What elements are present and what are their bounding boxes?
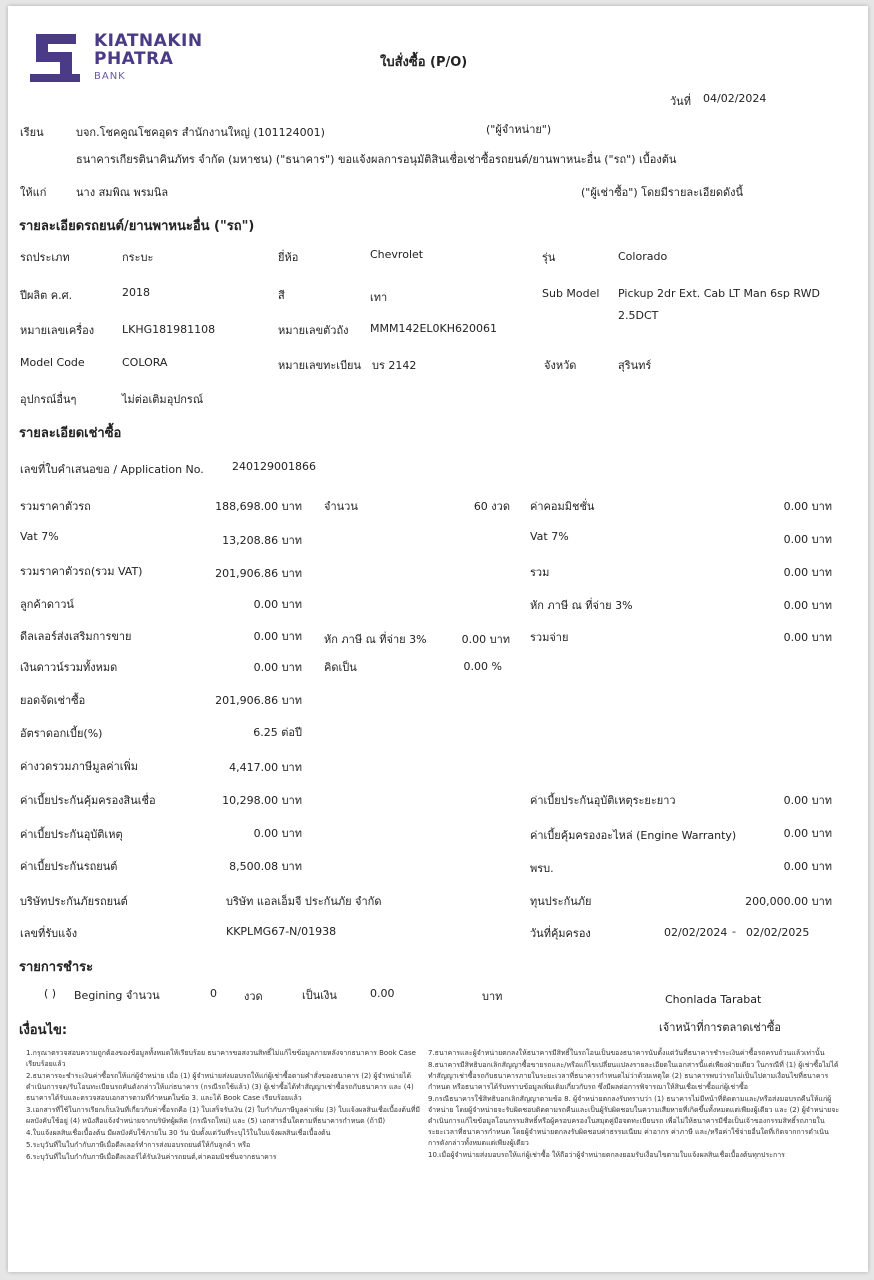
pa-long-value: 0.00 บาท — [783, 794, 832, 807]
give-label: ให้แก่ — [20, 186, 47, 199]
car-insurance-value: 8,500.08 บาท — [229, 860, 302, 873]
term-label: จำนวน — [324, 500, 358, 513]
commission-value: 0.00 บาท — [783, 500, 832, 513]
coverage-dash: - — [732, 925, 736, 938]
intro-text: ธนาคารเกียรตินาคินภัทร จำกัด (มหาชน) ("ธนาคาร") ขอแจ้งผลการอนุมัติสินเชื่อเช่าซื้อรถยนต์/ยานพาหนะอื่น ("รถ") เบื้องต้น — [76, 153, 677, 166]
insurer-value: บริษัท แอลเอ็มจี ประกันภัย จำกัด — [226, 895, 382, 908]
condition-item: 7.ธนาคารและผู้จำหน่ายตกลงให้ธนาคารมีสิทธิ์ในรถโอนเป็นของธนาคารนับตั้งแต่วันที่ธนาคารชำระเงินค่าซื้อรถครบถ้วนแล้วเท่านั้น — [428, 1049, 825, 1057]
commission-vat-value: 0.00 บาท — [783, 533, 832, 546]
lease-section-title: รายละเอียดเช่าซื้อ — [19, 426, 122, 441]
vehicle-type-label: รถประเภท — [20, 251, 70, 264]
condition-item: 4.ใบแจ้งผลสินเชื่อเบื้องต้น มีผลบังคับใช้ภายใน 30 วัน นับตั้งแต่วันที่ระบุไว้ในใบแจ้งผลสินเชื่อเบื้องต้น — [26, 1129, 331, 1137]
installment-unit: งวด — [244, 990, 263, 1003]
to-value: บจก.โชคคูณโชคอุดร สำนักงานใหญ่ (101124001) — [76, 126, 325, 139]
cmi-value: 0.00 บาท — [783, 860, 832, 873]
customer-down-value: 0.00 บาท — [253, 598, 302, 611]
commission-sum-label: รวม — [530, 566, 550, 579]
condition-item: 3.เอกสารที่ใช้ในการเรียกเก็บเงินที่เกี่ยวกับค่าซื้อรถคือ (1) ใบเสร็จรับเงิน (2) ใบกำกับภาษีมูลค่าเพิ่ม (3) ใบแจ้งผลสินเชื่อเบื้องต้นที่มีผลบังคับใช้อยู่ (4) หนังสือแจ้งจำหน่ายจากบริษัทผู้ผลิต (กรณีรถใหม่) และ (5) เอกสารอื่นใดตามที่ธนาคารกำหนด (ถ้ามี) — [26, 1106, 420, 1125]
date-label: วันที่ — [670, 95, 691, 108]
model-value: Colorado — [618, 250, 668, 263]
price-label: รวมราคาตัวรถ — [20, 500, 91, 513]
total-pay-label: รวมจ่าย — [530, 631, 569, 644]
condition-item: 2.ธนาคารจะชำระเงินค่าซื้อรถให้แก่ผู้จำหน่าย เมื่อ (1) ผู้จำหน่ายส่งมอบรถให้แก่ผู้เช่าซื้อตามคำสั่งของธนาคาร (2) ผู้จำหน่ายได้ดำเนินการจด/รับโอนทะเบียนรถคันดังกล่าวให้แก่ธนาคาร (กรณีรถใช้แล้ว) (3) ผู้เช่าซื้อได้ทำสัญญาเช่าซื้อรถกับธนาคาร และ (4) ธนาคารได้รับและตรวจสอบเอกสารตามที่กำหนดในข้อ 3. และได้ Book Case เรียบร้อยแล้ว — [26, 1072, 414, 1102]
condition-item: 1.กรุณาตรวจสอบความถูกต้องของข้อมูลทั้งหมดให้เรียบร้อย ธนาคารขอสงวนสิทธิ์ไม่แก้ไขข้อมูลภายหลังจากธนาคาร Book Case เรียบร้อยแล้ว — [26, 1049, 416, 1068]
engine-warranty-value: 0.00 บาท — [783, 827, 832, 840]
plate-label: หมายเลขทะเบียน — [278, 359, 362, 372]
to-role: ("ผู้จำหน่าย") — [486, 123, 552, 136]
customer-down-label: ลูกค้าดาวน์ — [20, 598, 74, 611]
logo-line-2: PHATRA — [94, 49, 174, 69]
conditions-title: เงื่อนไข: — [19, 1023, 68, 1038]
installment-value: 4,417.00 บาท — [229, 761, 302, 774]
model-code-value: COLORA — [122, 356, 168, 369]
commission-vat-label: Vat 7% — [530, 530, 569, 543]
date-value: 04/02/2024 — [703, 92, 767, 105]
engine-no-value: LKHG181981108 — [122, 323, 216, 336]
credit-insurance-label: ค่าเบี้ยประกันคุ้มครองสินเชื่อ — [20, 794, 156, 807]
commission-wht-label: หัก ภาษี ณ ที่จ่าย 3% — [530, 599, 633, 612]
plate-value: บร 2142 — [372, 359, 417, 372]
notify-no-label: เลขที่รับแจ้ง — [20, 927, 78, 940]
amount-label: เป็นเงิน — [302, 989, 337, 1002]
total-down-value: 0.00 บาท — [253, 661, 302, 674]
currency-label: บาท — [482, 990, 503, 1003]
province-label: จังหวัด — [544, 359, 577, 372]
commission-label: ค่าคอมมิชชั่น — [530, 500, 595, 513]
finance-amount-label: ยอดจัดเช่าซื้อ — [20, 694, 86, 707]
price-vat-value: 201,906.86 บาท — [215, 567, 302, 580]
officer-name: Chonlada Tarabat — [665, 993, 762, 1006]
application-label: เลขที่ใบคำเสนอขอ / Application No. — [20, 463, 204, 476]
po-document — [8, 6, 868, 1272]
coverage-label: วันที่คุ้มครอง — [530, 927, 591, 940]
finance-amount-value: 201,906.86 บาท — [215, 694, 302, 707]
document-title: ใบสั่งซื้อ (P/O) — [380, 55, 468, 70]
commission-sum-value: 0.00 บาท — [783, 566, 832, 579]
application-value: 240129001866 — [232, 460, 316, 473]
chassis-no-value: MMM142EL0KH620061 — [370, 322, 498, 335]
year-label: ปีผลิต ค.ศ. — [20, 289, 73, 302]
dealer-wht-label: หัก ภาษี ณ ที่จ่าย 3% — [324, 633, 427, 646]
color-value: เทา — [370, 291, 388, 304]
bank-logo-text — [94, 32, 203, 86]
logo-line-3: BANK — [94, 71, 126, 82]
submodel-value-2: 2.5DCT — [618, 309, 659, 322]
term-value: 60 งวด — [473, 500, 510, 513]
kiatnakin-logo-icon — [26, 30, 84, 86]
dealer-promo-label: ดีลเลอร์ส่งเสริมการขาย — [20, 630, 132, 643]
pa-label: ค่าเบี้ยประกันอุบัติเหตุ — [20, 828, 123, 841]
model-code-label: Model Code — [20, 356, 85, 369]
condition-item: 6.ระบุวันที่ในใบกำกับภาษีเมื่อดีลเลอร์ได้รับเงินค่ารถยนต์,ค่าคอมมิชชั่นจากธนาคาร — [26, 1153, 277, 1161]
color-label: สี — [278, 289, 285, 302]
vehicle-type-value: กระบะ — [122, 251, 154, 264]
price-vat-label: รวมราคาตัวรถ(รวม VAT) — [20, 565, 143, 578]
vat-label: Vat 7% — [20, 530, 59, 543]
vat-value: 13,208.86 บาท — [222, 534, 302, 547]
condition-item: 5.ระบุวันที่ในใบกำกับภาษีเมื่อดีลเลอร์ทำการส่งมอบรถยนต์ให้กับลูกค้า หรือ — [26, 1141, 251, 1149]
installment-label: ค่างวดรวมภาษีมูลค่าเพิ่ม — [20, 760, 139, 773]
total-down-label: เงินดาวน์รวมทั้งหมด — [20, 661, 118, 674]
submodel-label: Sub Model — [542, 287, 600, 300]
coverage-to: 02/02/2025 — [746, 926, 810, 939]
conditions-right — [428, 1048, 840, 1162]
engine-warranty-label: ค่าเบี้ยคุ้มครองอะไหล่ (Engine Warranty) — [530, 829, 737, 842]
price-value: 188,698.00 บาท — [215, 500, 302, 513]
commission-wht-value: 0.00 บาท — [783, 599, 832, 612]
condition-item: 8.ธนาคารมีสิทธิบอกเลิกสัญญาซื้อขายรถและ/หรือแก้ไขเปลี่ยนแปลงรายละเอียดในเอกสารนี้แต่เพียงฝ่ายเดียว ในกรณีที่ (1) ผู้เช่าซื้อไม่ได้ทำสัญญาเช่าซื้อรถกับธนาคารภายในระยะเวลาที่ธนาคารกำหนดไม่ว่าด้วยเหตุใด (2) ธนาคารพบว่ารถไม่เป็นไปตามเงื่อนไขที่ธนาคารกำหนด หรือธนาคารได้รับทราบข้อมูลเพิ่มเติมเกี่ยวกับรถ ซึ่งมีผลต่อการพิจารณาให้สินเชื่อเช่าซื้อแก่ผู้เช่าซื้อ — [428, 1061, 839, 1091]
brand-label: ยี่ห้อ — [278, 251, 299, 264]
payment-paren: ( ) — [44, 987, 57, 1000]
year-value: 2018 — [122, 286, 150, 299]
percent-label: คิดเป็น — [324, 661, 357, 674]
insurer-label: บริษัทประกันภัยรถยนต์ — [20, 895, 128, 908]
interest-rate-value: 6.25 ต่อปี — [253, 726, 302, 739]
sum-insured-label: ทุนประกันภัย — [530, 895, 592, 908]
dealer-promo-value: 0.00 บาท — [253, 630, 302, 643]
to-label: เรียน — [20, 126, 44, 139]
begin-count: 0 — [210, 987, 217, 1000]
model-label: รุ่น — [542, 251, 556, 264]
logo-line-1: KIATNAKIN — [94, 31, 203, 51]
conditions-left — [26, 1048, 426, 1164]
condition-item: 10.เมื่อผู้จำหน่ายส่งมอบรถให้แก่ผู้เช่าซื้อ ให้ถือว่าผู้จำหน่ายตกลงยอมรับเงื่อนไขตามใบแจ้งผลสินเชื่อเบื้องต้นทุกประการ — [428, 1151, 785, 1159]
officer-title: เจ้าหน้าที่การตลาดเช่าซื้อ — [659, 1021, 782, 1034]
pa-long-label: ค่าเบี้ยประกันอุบัติเหตุระยะยาว — [530, 794, 676, 807]
payment-section-title: รายการชำระ — [19, 960, 94, 975]
give-role: ("ผู้เช่าซื้อ") โดยมีรายละเอียดดังนี้ — [581, 186, 744, 199]
amount-value: 0.00 — [370, 987, 395, 1000]
chassis-no-label: หมายเลขตัวถัง — [278, 324, 349, 337]
credit-insurance-value: 10,298.00 บาท — [222, 794, 302, 807]
notify-no-value: KKPLMG67-N/01938 — [226, 925, 337, 938]
engine-no-label: หมายเลขเครื่อง — [20, 324, 95, 337]
pa-value: 0.00 บาท — [253, 827, 302, 840]
province-value: สุรินทร์ — [618, 359, 652, 372]
percent-value: 0.00 % — [463, 660, 502, 673]
submodel-value-1: Pickup 2dr Ext. Cab LT Man 6sp RWD — [618, 287, 820, 300]
sum-insured-value: 200,000.00 บาท — [745, 895, 832, 908]
accessory-value: ไม่ต่อเติมอุปกรณ์ — [122, 393, 204, 406]
car-insurance-label: ค่าเบี้ยประกันรถยนต์ — [20, 860, 118, 873]
total-pay-value: 0.00 บาท — [783, 631, 832, 644]
cmi-label: พรบ. — [530, 862, 554, 875]
give-value: นาง สมพิณ พรมนิล — [76, 186, 169, 199]
dealer-wht-value: 0.00 บาท — [461, 633, 510, 646]
brand-value: Chevrolet — [370, 248, 424, 261]
accessory-label: อุปกรณ์อื่นๆ — [20, 393, 77, 406]
interest-rate-label: อัตราดอกเบี้ย(%) — [20, 727, 103, 740]
begin-label: Begining จำนวน — [74, 989, 160, 1002]
condition-item: 9.กรณีธนาคารใช้สิทธิบอกเลิกสัญญาตามข้อ 8. ผู้จำหน่ายตกลงรับทราบว่า (1) ธนาคารไม่มีหน้าที่ติดตามและ/หรือส่งมอบรถคืนให้แก่ผู้จำหน่าย โดยผู้จำหน่ายจะรับผิดชอบติดตามรถคืนและเป็นผู้รับผิดชอบในความเสียหายที่เกิดขึ้นทั้งหมดแต่เพียงผู้เดียว และ (2) ผู้จำหน่ายจะดำเนินการแก้ไขข้อมูลโอนกรรมสิทธิ์หรือผู้ครอบครองในสมุดคู่มือจดทะเบียนรถ เพื่อไม่ให้ธนาคารมีชื่อเป็นเจ้าของกรรมสิทธิ์รถภายในระยะเวลาที่ธนาคารกำหนด โดยผู้จำหน่ายตกลงรับผิดชอบค่าธรรมเนียม ค่าอากร ค่าภาษี และ/หรือค่าใช้จ่ายอื่นใดที่เกิดจากการดำเนินการดังกล่าวทั้งหมดแต่เพียงผู้เดียว — [428, 1095, 840, 1147]
vehicle-section-title: รายละเอียดรถยนต์/ยานพาหนะอื่น ("รถ") — [19, 219, 255, 234]
coverage-from: 02/02/2024 — [664, 926, 728, 939]
